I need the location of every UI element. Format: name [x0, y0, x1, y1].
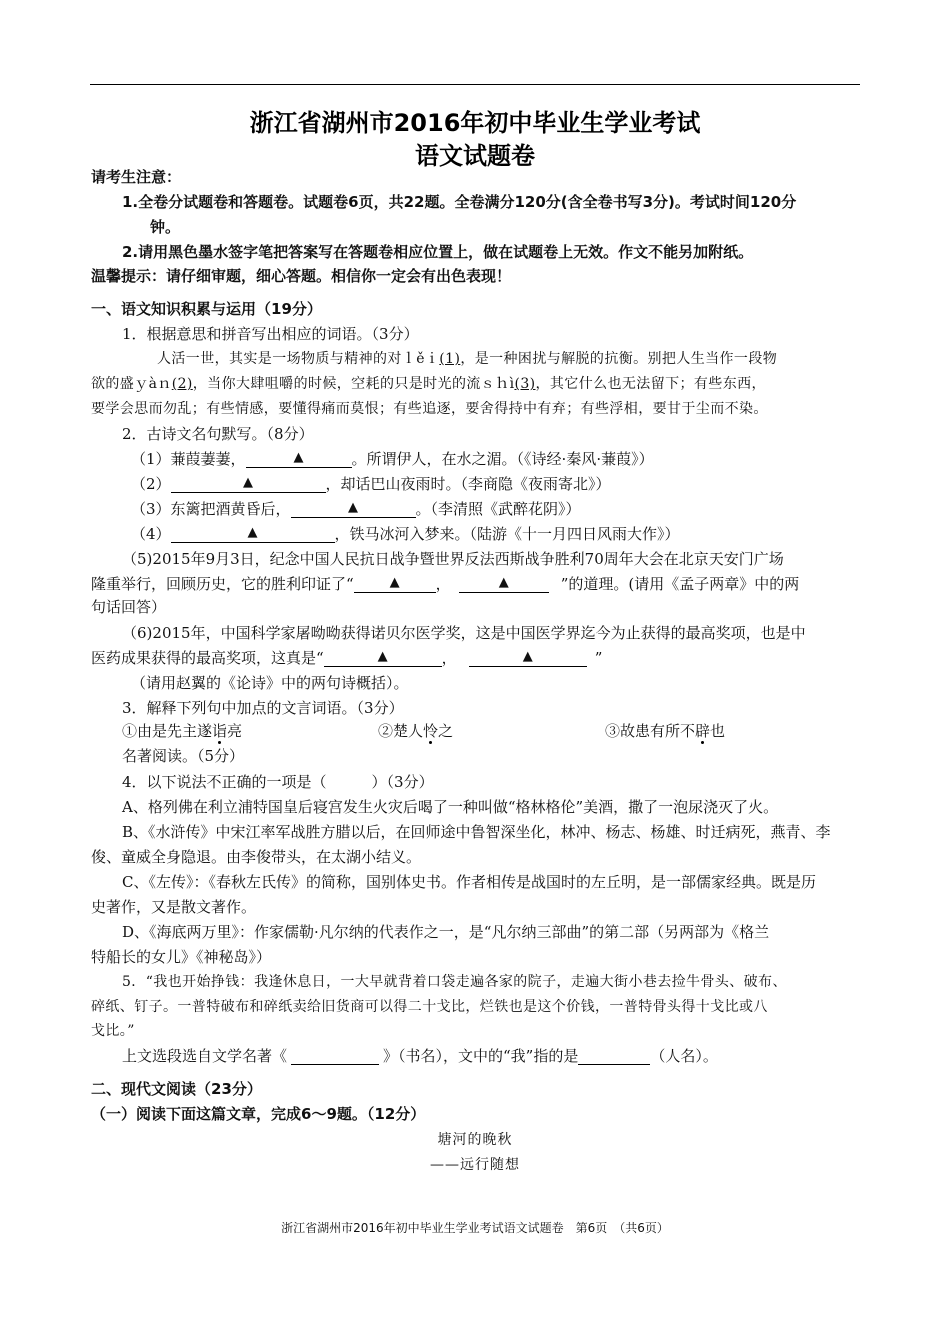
- q4-option-b-line-1: B、《水浒传》中宋江率军战胜方腊以后，在回师途中鲁智深坐化，林冲、杨志、杨雄、时迁病死，燕青、李: [122, 823, 831, 841]
- page-footer: 浙江省湖州市2016年初中毕业生学业考试语文试题卷 第6页 （共6页）: [281, 1221, 669, 1235]
- answer-blank: ▲: [459, 574, 549, 593]
- article-subtitle: ——远行随想: [430, 1157, 520, 1173]
- q2-stem: 2．古诗文名句默写。（8分）: [122, 425, 314, 443]
- page-title: 浙江省湖州市2016年初中毕业生学业考试: [249, 109, 701, 137]
- page-subtitle: 语文试题卷: [415, 142, 535, 170]
- answer-blank: ▲: [324, 648, 442, 667]
- notice-item-1: 1.全卷分试题卷和答题卷。试题卷6页，共22题。全卷满分120分(含全卷书写3分)。考试时间120分: [122, 193, 797, 211]
- answer-blank: ▲: [291, 499, 416, 518]
- q5-question: 上文选段选自文学名著《 》（书名），文中的“我”指的是 （人名）。: [122, 1047, 718, 1065]
- answer-blank: ▲: [354, 574, 436, 593]
- q2-item-4: （4） ▲ ，铁马冰河入梦来。（陆游《十一月四日风雨大作》）: [131, 525, 680, 543]
- answer-blank: ▲: [171, 474, 326, 493]
- q3-option-1: ①由是先主遂诣亮: [122, 722, 243, 740]
- q5-line-2: 碎纸、钉子。一普特破布和碎纸卖给旧货商可以得二十戈比，烂铁也是这个价钱，一普特骨头得十戈比或八: [91, 999, 768, 1015]
- notice-item-1-cont: 钟。: [150, 218, 181, 236]
- top-rule: [90, 84, 860, 85]
- book-title-blank: [291, 1046, 379, 1065]
- q2-item-1: （1）蒹葭萋萋， ▲ 。所谓伊人，在水之湄。（《诗经·秦风·蒹葭》）: [131, 450, 654, 468]
- section-2-subheading: （一）阅读下面这篇文章，完成6～9题。（12分）: [91, 1105, 426, 1123]
- q3-option-3: ③故患有所不辟也: [605, 722, 726, 740]
- section-2-heading: 二、现代文阅读（23分）: [91, 1080, 262, 1098]
- answer-blank: ▲: [469, 648, 587, 667]
- notice-heading: 请考生注意：: [91, 168, 182, 186]
- q2-item-6-line-1: （6)2015年，中国科学家屠呦呦获得诺贝尔医学奖，这是中国医学界迄今为止获得的最高奖项，也是中: [122, 624, 806, 642]
- reading-heading: 名著阅读。（5分）: [122, 747, 245, 765]
- q4-option-b-line-2: 俊、童威全身隐退。由李俊带头，在太湖小结义。: [91, 848, 422, 866]
- notice-tip: 温馨提示：请仔细审题，细心答题。相信你一定会有出色表现！: [91, 267, 512, 285]
- q4-option-d-line-2: 特船长的女儿》《神秘岛》）: [91, 948, 272, 966]
- q2-item-3: （3）东篱把酒黄昏后， ▲ 。（李清照《武醉花阴》）: [131, 500, 581, 518]
- q5-line-3: 戈比。”: [91, 1023, 135, 1039]
- q4-stem: 4．以下说法不正确的一项是（ ）（3分）: [122, 773, 434, 791]
- q1-stem: 1．根据意思和拼音写出相应的词语。（3分）: [122, 325, 419, 343]
- person-name-blank: [578, 1046, 650, 1065]
- q4-option-c-line-2: 史著作，又是散文著作。: [91, 898, 257, 916]
- q4-option-a: A、格列佛在利立浦特国皇后寝宫发生火灾后喝了一种叫做“格林格伦”美酒，撒了一泡尿浇灭了火。: [122, 798, 779, 816]
- q2-item-6-line-2: 医药成果获得的最高奖项，这真是“ ▲ ， ▲ ”: [91, 649, 603, 667]
- notice-item-2: 2.请用黑色墨水签字笔把答案写在答题卷相应位置上，做在试题卷上无效。作文不能另加附纸。: [122, 243, 754, 261]
- q2-item-6-line-3: （请用赵翼的《论诗》中的两句诗概括）。: [131, 674, 409, 692]
- q2-item-2: （2） ▲ ，却话巴山夜雨时。（李商隐《夜雨寄北》）: [131, 475, 611, 493]
- q3-stem: 3．解释下列句中加点的文言词语。（3分）: [122, 699, 404, 717]
- q2-item-5-line-3: 句话回答）: [91, 598, 167, 616]
- article-title: 塘河的晚秋: [437, 1132, 513, 1148]
- answer-blank: ▲: [171, 524, 335, 543]
- q3-option-2: ②楚人怜之: [378, 722, 454, 740]
- q2-item-5-line-1: （5)2015年9月3日，纪念中国人民抗日战争暨世界反法西斯战争胜利70周年大会在北京天安门广场: [122, 550, 784, 568]
- q2-item-5-line-2: 隆重举行，回顾历史，它的胜利印证了“ ▲ ， ▲ ”的道理。(请用《孟子两章》中的两: [91, 575, 800, 593]
- q1-passage-line-2: 欲的盛ｙàｎ(2)，当你大肆咀嚼的时候，空耗的只是时光的流ｓｈì(3)，其它什么也无法留下；有些东西，: [91, 376, 766, 392]
- q1-passage-line-1: 人活一世，其实是一场物质与精神的对ｌěｉ(1)，是一种困扰与解脱的抗衡。别把人生当作一段物: [157, 351, 778, 367]
- q4-option-d-line-1: D、《海底两万里》：作家儒勒·凡尔纳的代表作之一，是“凡尔纳三部曲”的第二部（另两部为《格兰: [122, 923, 770, 941]
- q5-line-1: 5．“我也开始挣钱：我逢休息日，一大早就背着口袋走遍各家的院子，走遍大街小巷去捡牛骨头、破布、: [122, 974, 787, 990]
- section-1-heading: 一、语文知识积累与运用（19分）: [91, 300, 322, 318]
- q1-passage-line-3: 要学会思而勿乱；有些情感，要懂得痛而莫恨；有些追逐，要舍得持中有弃；有些浮相，要甘于尘而不染。: [91, 401, 768, 417]
- q4-option-c-line-1: C、《左传》：《春秋左氏传》的简称，国别体史书。作者相传是战国时的左丘明，是一部儒家经典。既是历: [122, 873, 816, 891]
- answer-blank: ▲: [246, 449, 352, 468]
